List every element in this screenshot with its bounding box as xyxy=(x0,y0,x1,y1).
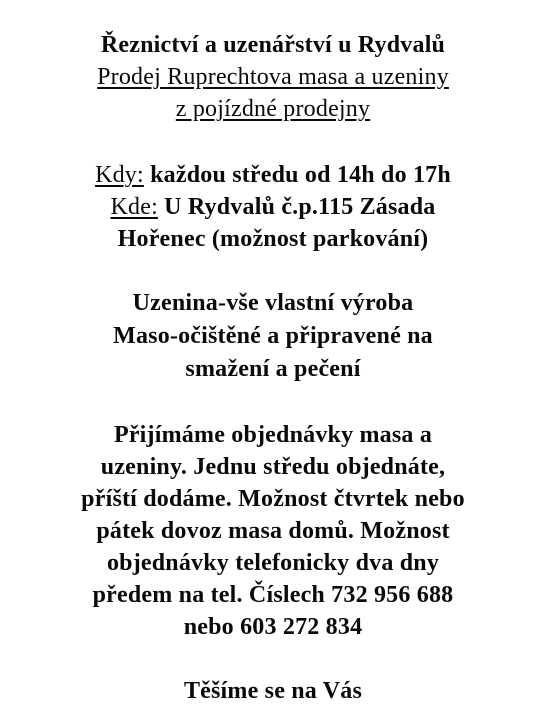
orders-line-1: Přijímáme objednávky masa a xyxy=(113,422,433,448)
orders-line-5: objednávky telefonicky dva dny xyxy=(106,550,440,576)
orders-line-7: nebo 603 272 834 xyxy=(183,614,363,640)
products-line-2: Maso-očištěné a připravené na xyxy=(113,323,433,349)
when-row xyxy=(0,160,546,190)
orders-line-2: uzeniny. Jednu středu objednáte, xyxy=(100,454,446,480)
orders-line-3: příští dodáme. Možnost čtvrtek nebo xyxy=(81,486,465,512)
when-label: Kdy: xyxy=(95,162,144,188)
where-value-line-2: Hořenec (možnost parkování) xyxy=(117,226,429,252)
products-line-3: smažení a pečení xyxy=(185,356,361,382)
orders-line-4: pátek dovoz masa domů. Možnost xyxy=(96,518,450,544)
closing-text: Těšíme se na Vás xyxy=(183,678,363,704)
orders-line-6: předem na tel. Číslech 732 956 688 xyxy=(92,582,454,608)
when-value: každou středu od 14h do 17h xyxy=(150,162,451,188)
where-row xyxy=(0,192,546,222)
subtitle-line-2: z pojízdné prodejny xyxy=(175,96,371,122)
where-label: Kde: xyxy=(110,194,158,220)
where-value: U Rydvalů č.p.115 Zásada xyxy=(164,194,436,220)
shop-title: Řeznictví a uzenářství u Rydvalů xyxy=(100,32,446,58)
subtitle-line-1: Prodej Ruprechtova masa a uzeniny xyxy=(97,64,449,90)
products-line-1: Uzenina-vše vlastní výroba xyxy=(132,290,414,316)
